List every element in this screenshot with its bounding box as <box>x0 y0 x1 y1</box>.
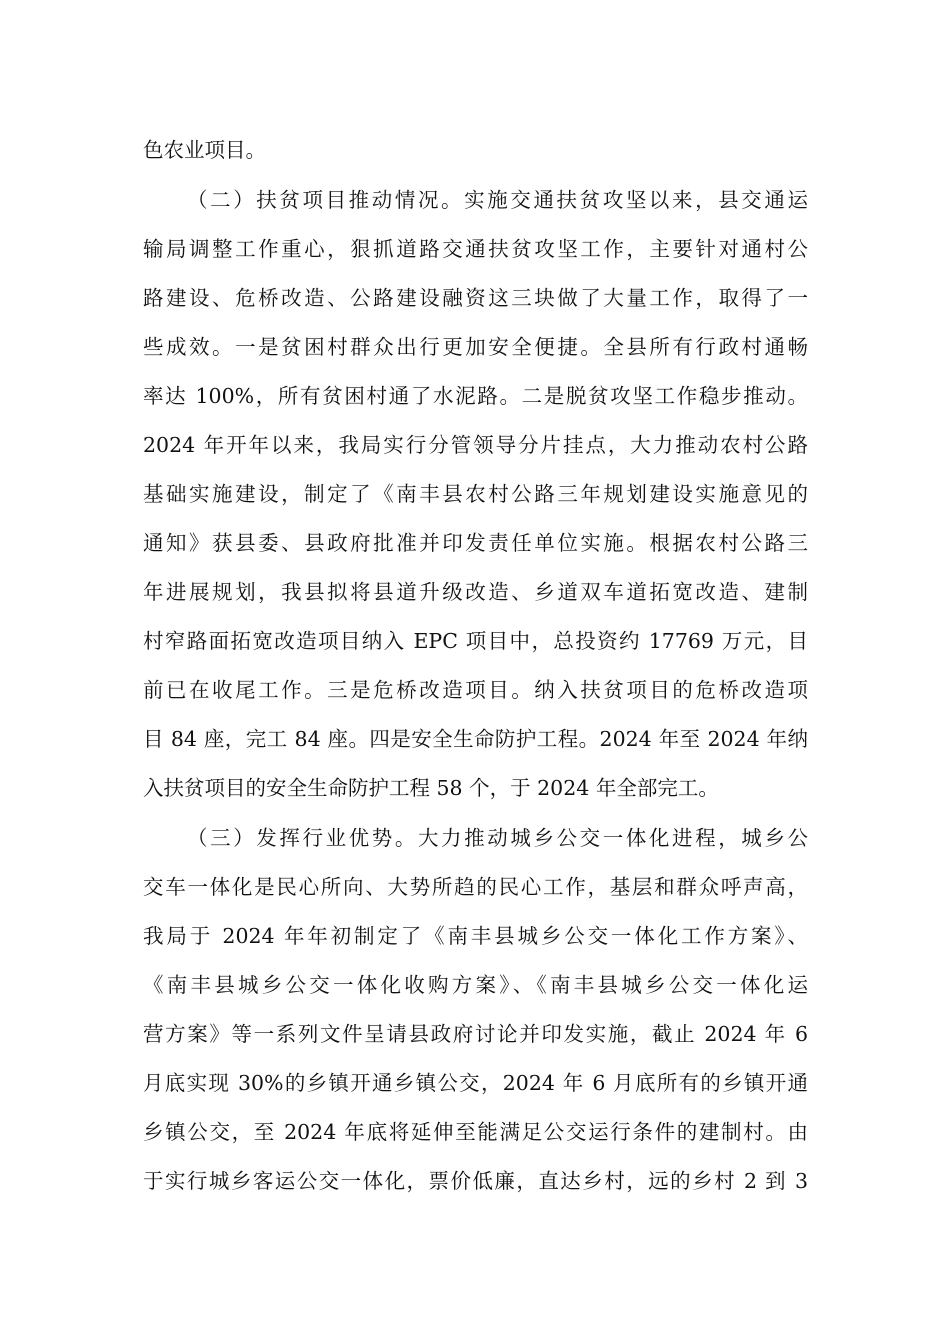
text-line: 交车一体化是民心所向、大势所趋的民心工作，基层和群众呼声高， <box>143 875 808 899</box>
text-line: 我局于 2024 年年初制定了《南丰县城乡公交一体化工作方案》、 <box>143 924 808 948</box>
text-line: 《南丰县城乡公交一体化收购方案》、《南丰县城乡公交一体化运 <box>143 973 808 997</box>
text-line: 基础实施建设，制定了《南丰县农村公路三年规划建设实施意见的 <box>143 482 808 506</box>
text-line: 输局调整工作重心，狠抓道路交通扶贫攻坚工作，主要针对通村公 <box>143 237 808 261</box>
text-line: 率达 100%，所有贫困村通了水泥路。二是脱贫攻坚工作稳步推动。 <box>143 384 808 408</box>
text-line: 2024 年开年以来，我局实行分管领导分片挂点，大力推动农村公路 <box>143 433 808 457</box>
text-line: 于实行城乡客运公交一体化，票价低廉，直达乡村，远的乡村 2 到 3 <box>143 1169 808 1193</box>
text-line: 营方案》等一系列文件呈请县政府讨论并印发实施，截止 2024 年 6 <box>143 1022 808 1046</box>
text-line: 色农业项目。 <box>143 138 266 162</box>
text-line: 乡镇公交，至 2024 年底将延伸至能满足公交运行条件的建制村。由 <box>143 1120 808 1144</box>
text-line: 路建设、危桥改造、公路建设融资这三块做了大量工作，取得了一 <box>143 286 808 310</box>
text-line: 年进展规划，我县拟将县道升级改造、乡道双车道拓宽改造、建制 <box>143 580 808 604</box>
text-line: 村窄路面拓宽改造项目纳入 EPC 项目中，总投资约 17769 万元，目 <box>143 629 808 653</box>
text-line: 前已在收尾工作。三是危桥改造项目。纳入扶贫项目的危桥改造项 <box>143 678 808 702</box>
paragraph-heading-line: （三）发挥行业优势。大力推动城乡公交一体化进程，城乡公 <box>187 826 808 850</box>
text-line: 些成效。一是贫困村群众出行更加安全便捷。全县所有行政村通畅 <box>143 335 808 359</box>
text-line: 目 84 座，完工 84 座。四是安全生命防护工程。2024 年至 2024 年纳 <box>143 727 808 751</box>
paragraph-heading-line: （二）扶贫项目推动情况。实施交通扶贫攻坚以来，县交通运 <box>187 188 808 212</box>
text-line: 月底实现 30%的乡镇开通乡镇公交，2024 年 6 月底所有的乡镇开通 <box>143 1071 808 1095</box>
text-line: 入扶贫项目的安全生命防护工程 58 个，于 2024 年全部完工。 <box>143 776 719 800</box>
text-line: 通知》获县委、县政府批准并印发责任单位实施。根据农村公路三 <box>143 531 808 555</box>
